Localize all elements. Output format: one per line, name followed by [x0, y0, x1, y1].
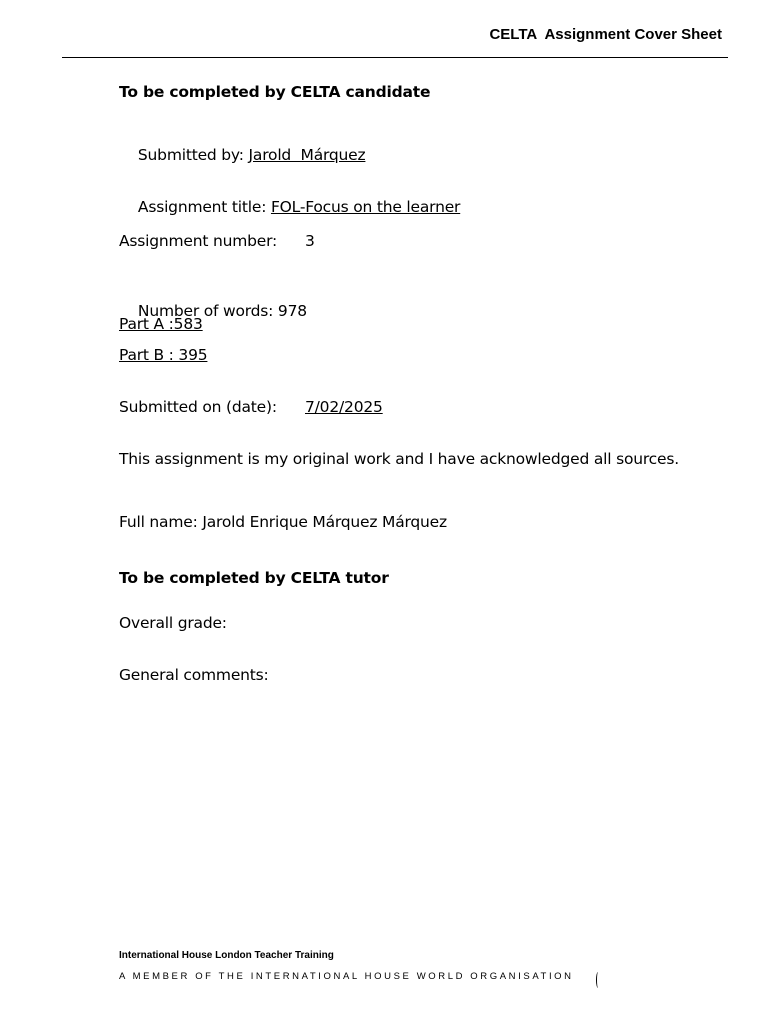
document-title: CELTA Assignment Cover Sheet	[489, 26, 722, 43]
word-count-value: 978	[277, 302, 307, 320]
submitted-on-value: 7/02/2025	[305, 398, 383, 416]
header-divider	[62, 57, 728, 58]
assignment-number-value: 3	[305, 232, 315, 250]
submitted-by-row	[119, 128, 365, 182]
part-b-count: Part B : 395	[119, 346, 208, 364]
part-a-count: Part A :583	[119, 315, 203, 333]
candidate-section-heading: To be completed by CELTA candidate	[119, 83, 431, 101]
assignment-title-value: FOL-Focus on the learner	[270, 198, 461, 216]
footer-logo-mark	[596, 972, 600, 988]
footer-organisation: International House London Teacher Training	[119, 950, 334, 961]
submitted-by-label: Submitted by:	[137, 146, 249, 164]
declaration-text: This assignment is my original work and I have acknowledged all sources.	[119, 450, 679, 468]
submitted-on-label: Submitted on (date):	[119, 398, 277, 416]
submitted-by-value: Jarold Márquez	[248, 146, 366, 164]
general-comments-label: General comments:	[119, 666, 269, 684]
tutor-section-heading: To be completed by CELTA tutor	[119, 569, 389, 587]
word-count-label: Number of words:	[137, 302, 274, 320]
assignment-title-row	[119, 180, 460, 234]
overall-grade-label: Overall grade:	[119, 614, 227, 632]
full-name: Full name: Jarold Enrique Márquez Márquez	[119, 513, 447, 531]
footer-member-line: A MEMBER OF THE INTERNATIONAL HOUSE WORLD ORGANISATION	[119, 971, 574, 982]
assignment-number-label: Assignment number:	[119, 232, 278, 250]
assignment-title-label: Assignment title:	[137, 198, 271, 216]
